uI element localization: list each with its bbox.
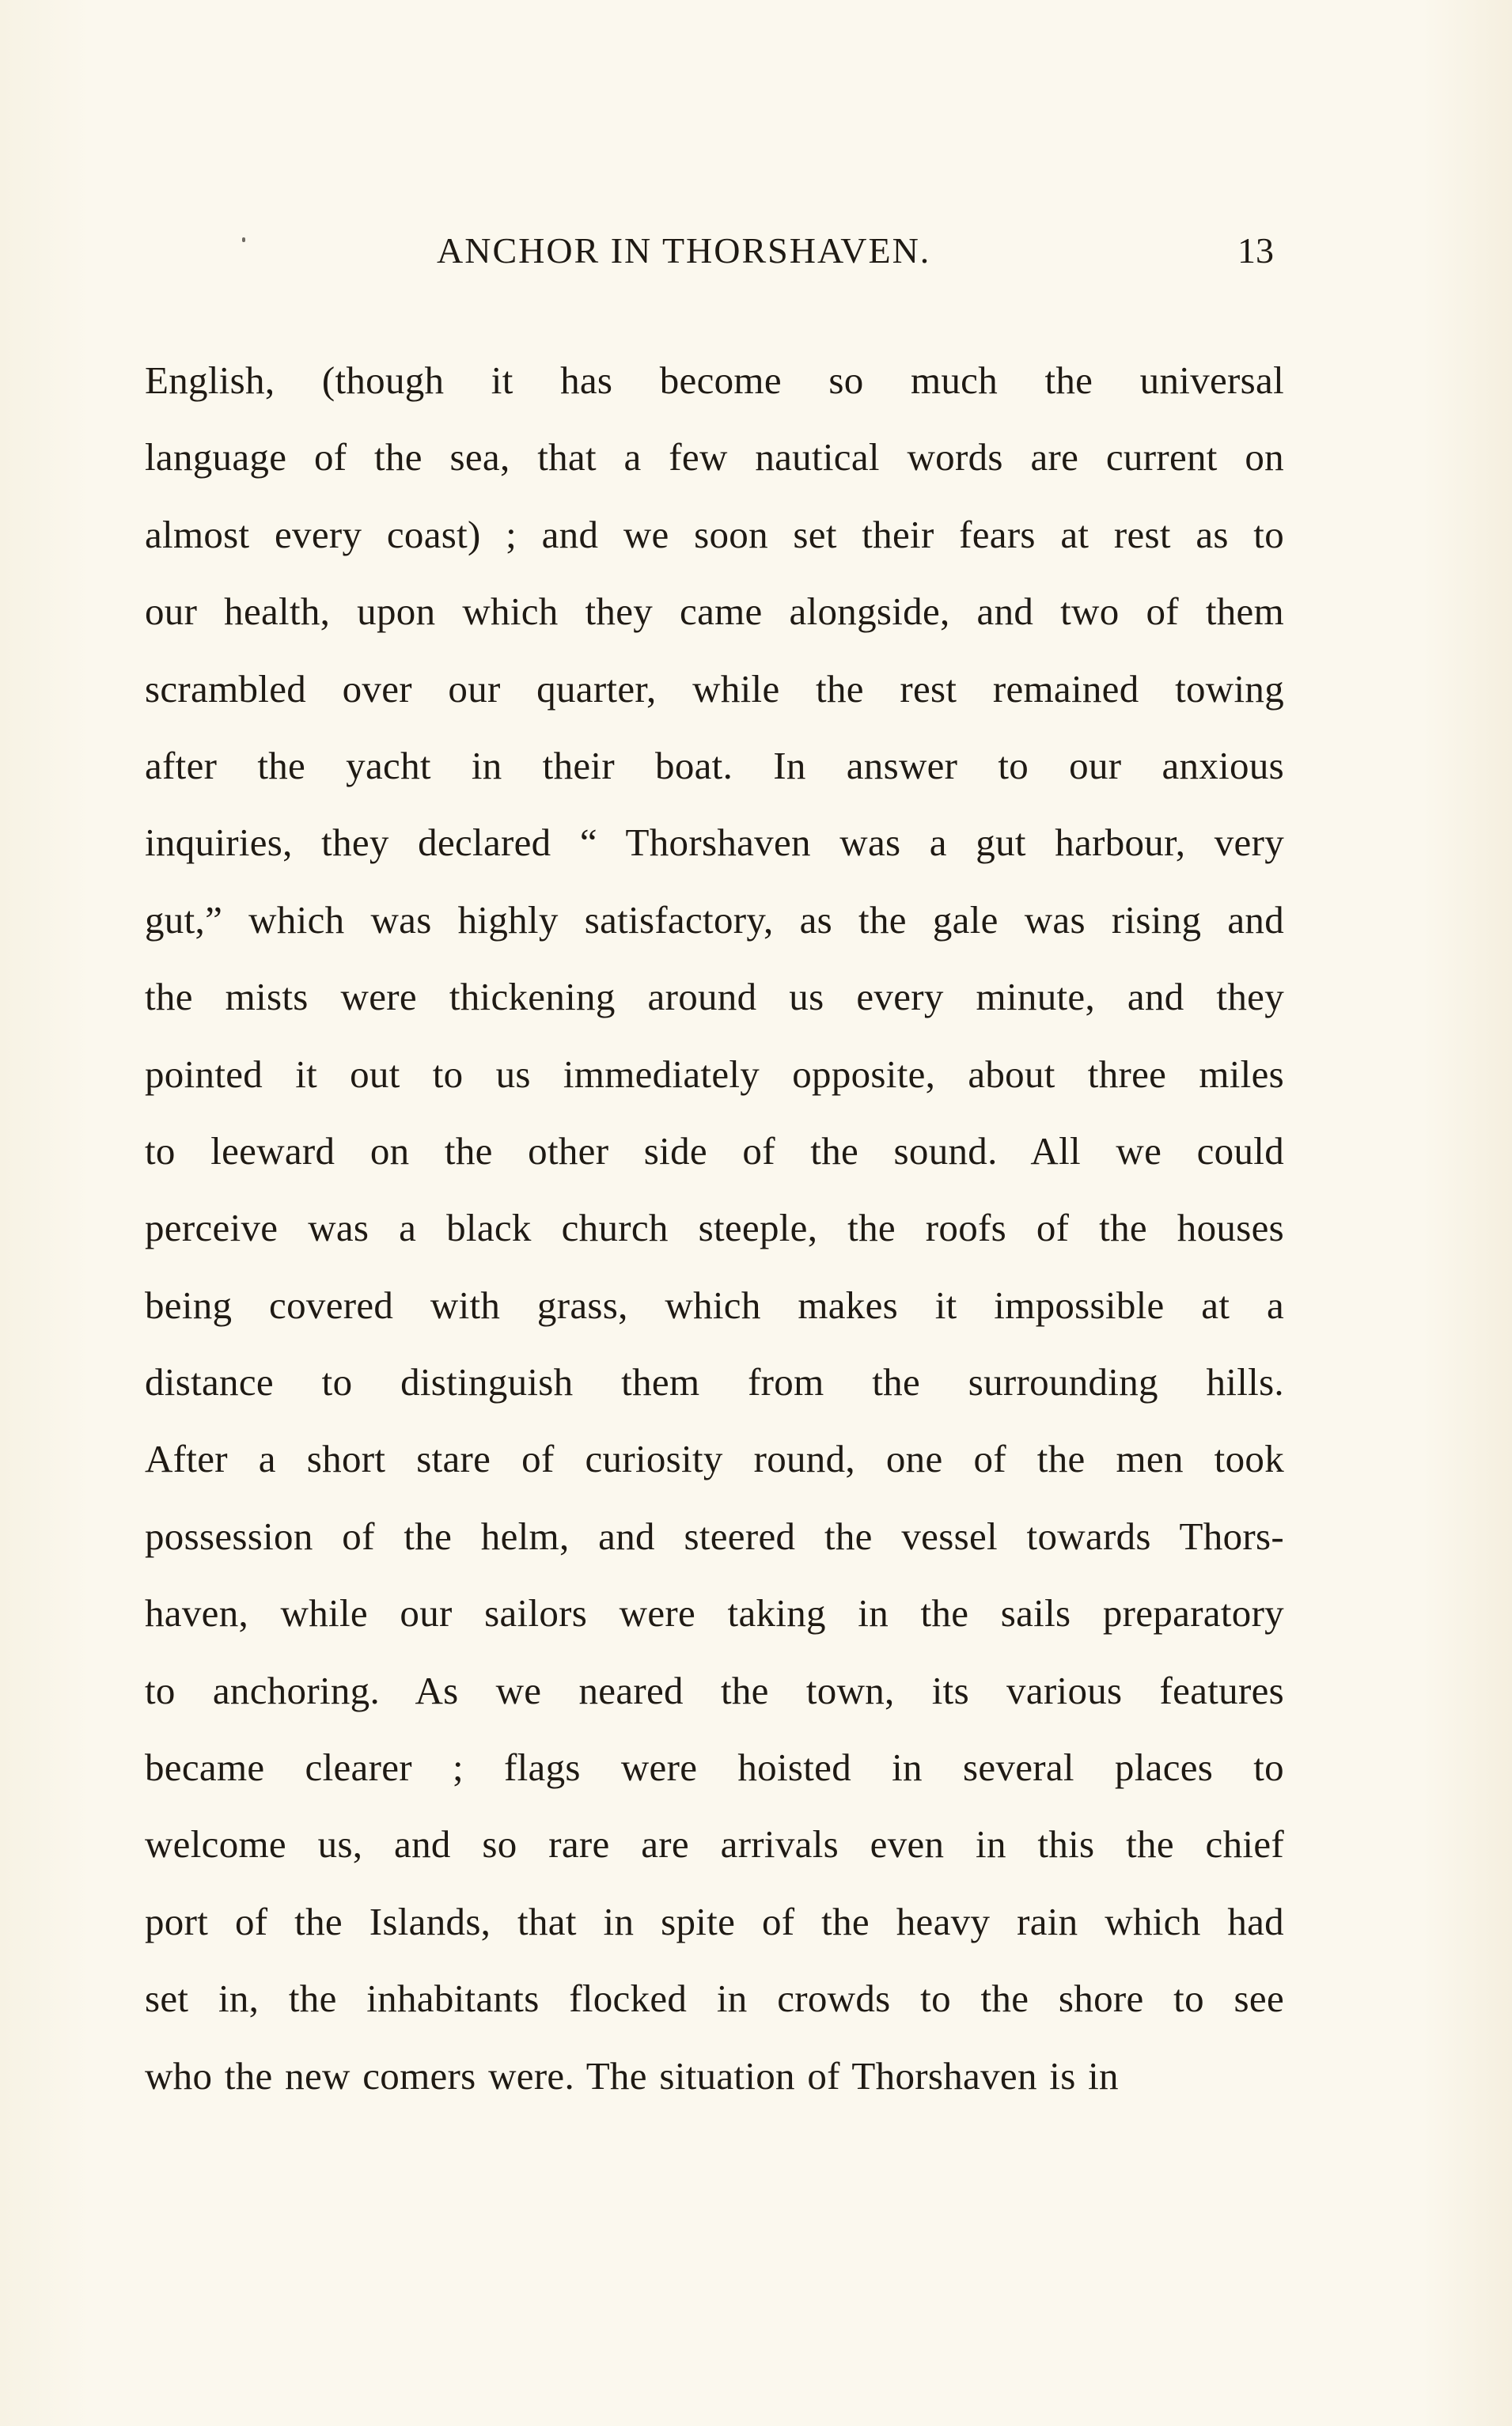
text-line: after the yacht in their boat. In answer to our anxious xyxy=(145,743,1284,787)
text-line: set in, the inhabitants flocked in crowds to the shore to see xyxy=(145,1977,1284,2021)
body-text xyxy=(145,342,1284,2114)
text-line: port of the Islands, that in spite of the heavy rain which had xyxy=(145,1899,1284,1943)
text-line: our health, upon which they came alongside, and two of them xyxy=(145,589,1284,634)
text-line: distance to distinguish them from the surrounding hills. xyxy=(145,1360,1284,1404)
text-line: welcome us, and so rare are arrivals even in this the chief xyxy=(145,1822,1284,1867)
page-number: 13 xyxy=(1237,230,1274,271)
text-line: language of the sea, that a few nautical words are current on xyxy=(145,435,1284,480)
text-line: almost every coast) ; and we soon set their fears at rest as to xyxy=(145,512,1284,556)
text-line: to anchoring. As we neared the town, its various features xyxy=(145,1668,1284,1712)
text-line: the mists were thickening around us every minute, and they xyxy=(145,975,1284,1019)
text-line: to leeward on the other side of the sound. All we could xyxy=(145,1128,1284,1173)
text-line: inquiries, they declared “ Thorshaven was a gut harbour, very xyxy=(145,821,1284,865)
text-line: After a short stare of curiosity round, one of the men took xyxy=(145,1437,1284,1481)
text-line: scrambled over our quarter, while the rest remained towing xyxy=(145,666,1284,711)
text-line: possession of the helm, and steered the vessel towards Thors- xyxy=(145,1514,1284,1558)
text-line: perceive was a black church steeple, the roofs of the houses xyxy=(145,1206,1284,1250)
text-line: being covered with grass, which makes it impossible at a xyxy=(145,1283,1284,1327)
running-title: ANCHOR IN THORSHAVEN. xyxy=(437,230,931,271)
running-head xyxy=(0,223,1512,279)
text-line: became clearer ; flags were hoisted in several places to xyxy=(145,1746,1284,1790)
text-line: gut,” which was highly satisfactory, as the gale was rising and xyxy=(145,897,1284,942)
text-line: English, (though it has become so much the universal xyxy=(145,358,1284,402)
text-line: who the new comers were. The situation of Thorshaven is in xyxy=(145,2053,1119,2098)
text-line: pointed it out to us immediately opposite, about three miles xyxy=(145,1052,1284,1096)
text-line: haven, while our sailors were taking in the sails preparatory xyxy=(145,1591,1284,1636)
